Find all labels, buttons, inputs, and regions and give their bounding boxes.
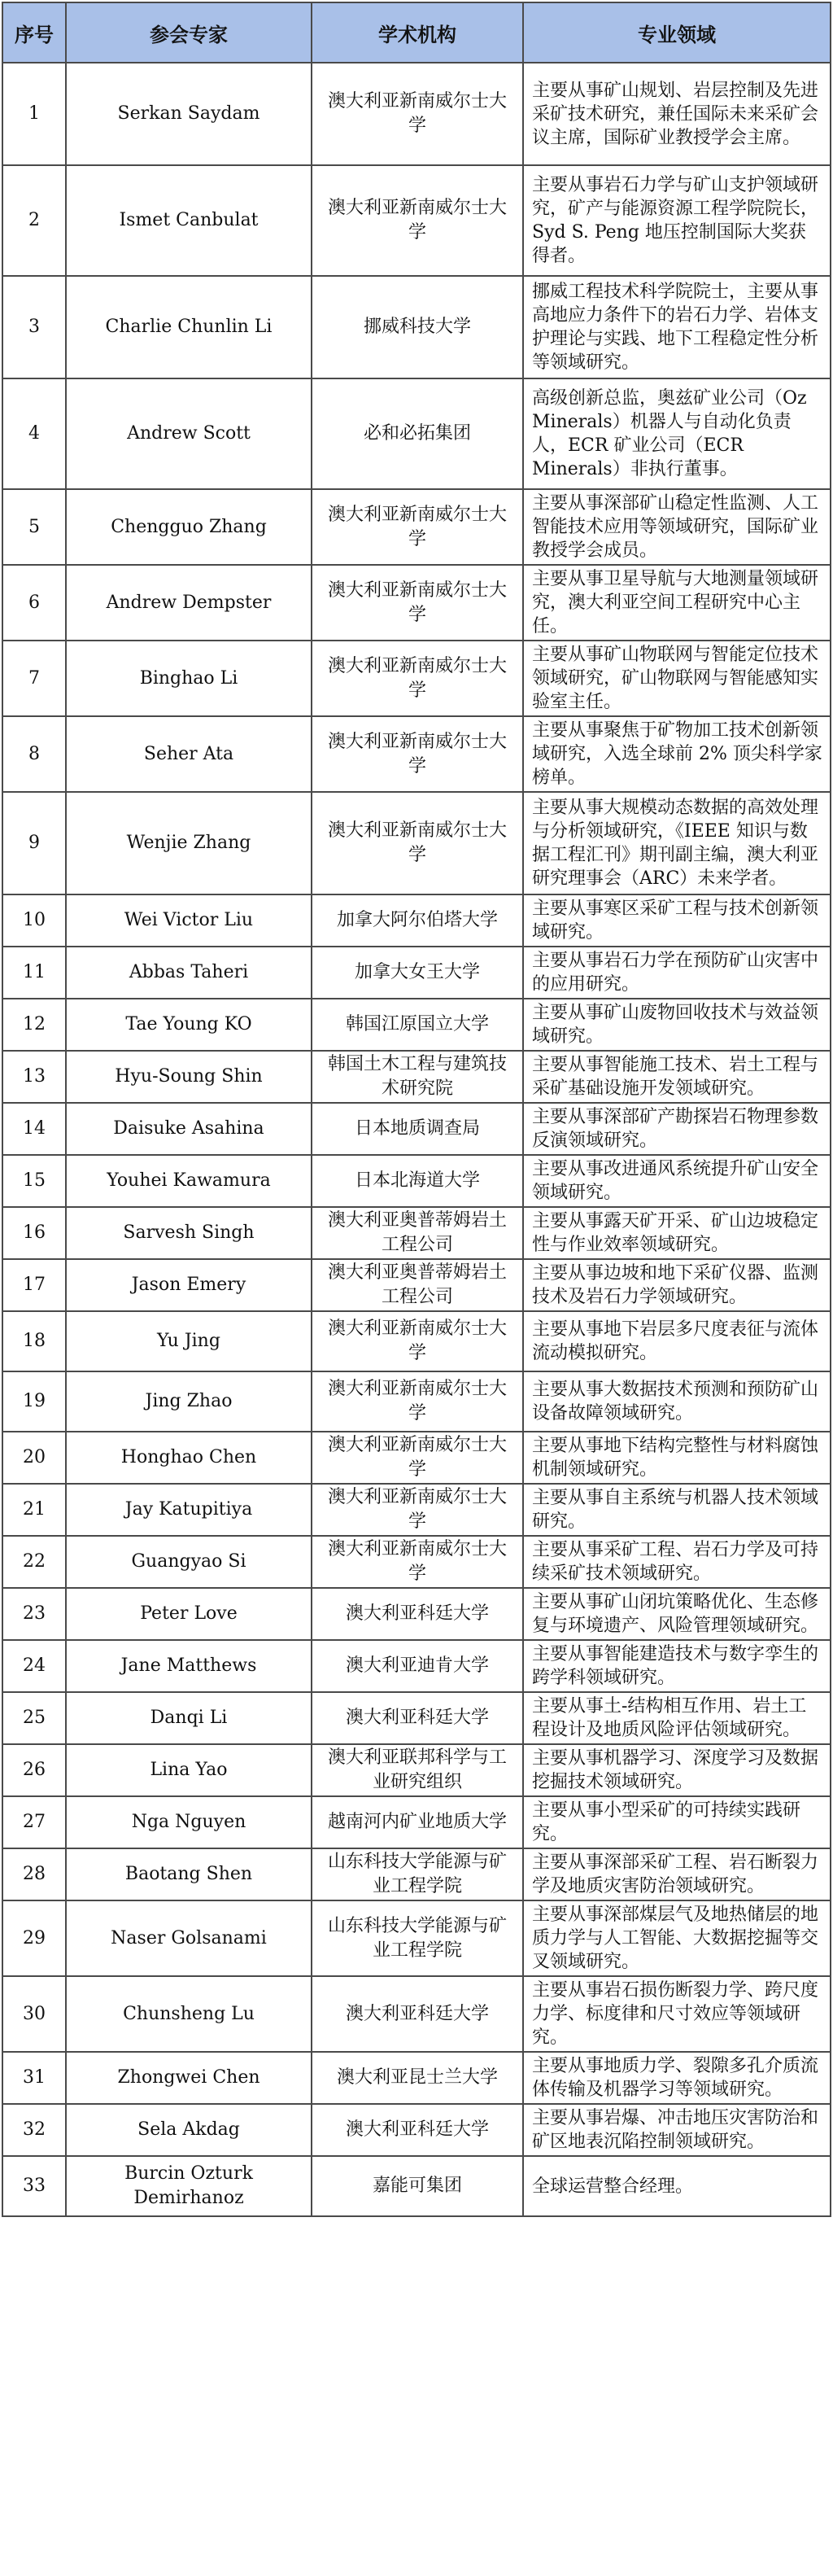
institution: 山东科技大学能源与矿业工程学院 (312, 1900, 523, 1976)
table-row (2, 792, 831, 894)
institution: 澳大利亚科廷大学 (312, 1588, 523, 1640)
table-row (2, 1259, 831, 1311)
table-row (2, 565, 831, 641)
row-number: 14 (2, 1103, 66, 1155)
row-number: 11 (2, 947, 66, 999)
row-number: 5 (2, 489, 66, 565)
research-field: 主要从事深部煤层气及地热储层的地质力学与人工智能、大数据挖掘等交叉领域研究。 (523, 1900, 831, 1976)
expert-name: Jason Emery (66, 1259, 312, 1311)
research-field: 主要从事机器学习、深度学习及数据挖掘技术领域研究。 (523, 1744, 831, 1796)
table-row (2, 2156, 831, 2216)
table-row (2, 2052, 831, 2104)
institution: 挪威科技大学 (312, 276, 523, 378)
research-field: 主要从事岩石损伤断裂力学、跨尺度力学、标度律和尺寸效应等领域研究。 (523, 1976, 831, 2052)
row-number: 9 (2, 792, 66, 894)
table-row (2, 1484, 831, 1536)
expert-name: Wenjie Zhang (66, 792, 312, 894)
research-field: 主要从事自主系统与机器人技术领域研究。 (523, 1484, 831, 1536)
institution: 澳大利亚新南威尔士大学 (312, 1432, 523, 1484)
research-field: 主要从事小型采矿的可持续实践研究。 (523, 1796, 831, 1848)
table-row (2, 1432, 831, 1484)
table-row (2, 2104, 831, 2156)
expert-table (2, 2, 831, 2217)
institution: 澳大利亚新南威尔士大学 (312, 1311, 523, 1371)
expert-name: Sarvesh Singh (66, 1207, 312, 1259)
research-field: 主要从事改进通风系统提升矿山安全领域研究。 (523, 1155, 831, 1207)
table-row (2, 1371, 831, 1432)
header-institution: 学术机构 (312, 2, 523, 63)
institution: 澳大利亚奥普蒂姆岩土工程公司 (312, 1207, 523, 1259)
row-number: 28 (2, 1848, 66, 1900)
research-field: 主要从事矿山废物回收技术与效益领域研究。 (523, 999, 831, 1051)
expert-name: Daisuke Asahina (66, 1103, 312, 1155)
research-field: 主要从事地下岩层多尺度表征与流体流动模拟研究。 (523, 1311, 831, 1371)
research-field: 主要从事岩石力学在预防矿山灾害中的应用研究。 (523, 947, 831, 999)
expert-name: Seher Ata (66, 716, 312, 792)
row-number: 20 (2, 1432, 66, 1484)
institution: 澳大利亚昆士兰大学 (312, 2052, 523, 2104)
table-row (2, 276, 831, 378)
table-row (2, 716, 831, 792)
expert-name: Jane Matthews (66, 1640, 312, 1692)
expert-name: Baotang Shen (66, 1848, 312, 1900)
table-row (2, 1976, 831, 2052)
expert-name: Chunsheng Lu (66, 1976, 312, 2052)
expert-name: Danqi Li (66, 1692, 312, 1744)
expert-name: Jing Zhao (66, 1371, 312, 1432)
header-field: 专业领域 (523, 2, 831, 63)
expert-name: Naser Golsanami (66, 1900, 312, 1976)
row-number: 19 (2, 1371, 66, 1432)
research-field: 主要从事采矿工程、岩石力学及可持续采矿技术领域研究。 (523, 1536, 831, 1588)
row-number: 33 (2, 2156, 66, 2216)
institution: 加拿大女王大学 (312, 947, 523, 999)
expert-name: Guangyao Si (66, 1536, 312, 1588)
institution: 澳大利亚新南威尔士大学 (312, 716, 523, 792)
row-number: 22 (2, 1536, 66, 1588)
table-row (2, 165, 831, 276)
expert-name: Charlie Chunlin Li (66, 276, 312, 378)
institution: 嘉能可集团 (312, 2156, 523, 2216)
row-number: 15 (2, 1155, 66, 1207)
institution: 澳大利亚新南威尔士大学 (312, 565, 523, 641)
expert-name: Honghao Chen (66, 1432, 312, 1484)
institution: 澳大利亚新南威尔士大学 (312, 1536, 523, 1588)
research-field: 主要从事聚焦于矿物加工技术创新领域研究，入选全球前 2% 顶尖科学家榜单。 (523, 716, 831, 792)
row-number: 4 (2, 378, 66, 489)
research-field: 主要从事土-结构相互作用、岩土工程设计及地质风险评估领域研究。 (523, 1692, 831, 1744)
research-field: 主要从事岩石力学与矿山支护领域研究，矿产与能源资源工程学院院长，Syd S. Peng 地压控制国际大奖获得者。 (523, 165, 831, 276)
institution: 澳大利亚科廷大学 (312, 1976, 523, 2052)
table-row (2, 641, 831, 716)
table-header (2, 2, 831, 63)
institution: 澳大利亚新南威尔士大学 (312, 641, 523, 716)
expert-name: Lina Yao (66, 1744, 312, 1796)
row-number: 31 (2, 2052, 66, 2104)
row-number: 8 (2, 716, 66, 792)
research-field: 挪威工程技术科学院院士，主要从事高地应力条件下的岩石力学、岩体支护理论与实践、地下工程稳定性分析等领域研究。 (523, 276, 831, 378)
research-field: 主要从事边坡和地下采矿仪器、监测技术及岩石力学领域研究。 (523, 1259, 831, 1311)
institution: 必和必拓集团 (312, 378, 523, 489)
table-row (2, 1796, 831, 1848)
research-field: 全球运营整合经理。 (523, 2156, 831, 2216)
research-field: 主要从事大规模动态数据的高效处理与分析领域研究，《IEEE 知识与数据工程汇刊》期刊副主编，澳大利亚研究理事会（ARC）未来学者。 (523, 792, 831, 894)
table-row (2, 489, 831, 565)
expert-name: Chengguo Zhang (66, 489, 312, 565)
research-field: 高级创新总监，奥兹矿业公司（Oz Minerals）机器人与自动化负责人，ECR 矿业公司（ECR Minerals）非执行董事。 (523, 378, 831, 489)
research-field: 主要从事智能建造技术与数字孪生的跨学科领域研究。 (523, 1640, 831, 1692)
expert-name: Ismet Canbulat (66, 165, 312, 276)
institution: 澳大利亚新南威尔士大学 (312, 489, 523, 565)
row-number: 27 (2, 1796, 66, 1848)
row-number: 1 (2, 63, 66, 165)
table-row (2, 1640, 831, 1692)
expert-name: Youhei Kawamura (66, 1155, 312, 1207)
row-number: 32 (2, 2104, 66, 2156)
institution: 日本北海道大学 (312, 1155, 523, 1207)
research-field: 主要从事矿山物联网与智能定位技术领域研究，矿山物联网与智能感知实验室主任。 (523, 641, 831, 716)
table-row (2, 1900, 831, 1976)
research-field: 主要从事深部矿山稳定性监测、人工智能技术应用等领域研究，国际矿业教授学会成员。 (523, 489, 831, 565)
row-number: 23 (2, 1588, 66, 1640)
institution: 韩国土木工程与建筑技术研究院 (312, 1051, 523, 1103)
expert-name: Andrew Scott (66, 378, 312, 489)
table-row (2, 1848, 831, 1900)
table-row (2, 1155, 831, 1207)
table-row (2, 999, 831, 1051)
row-number: 30 (2, 1976, 66, 2052)
institution: 澳大利亚新南威尔士大学 (312, 63, 523, 165)
institution: 澳大利亚奥普蒂姆岩土工程公司 (312, 1259, 523, 1311)
table-row (2, 1744, 831, 1796)
research-field: 主要从事深部采矿工程、岩石断裂力学及地质灾害防治领域研究。 (523, 1848, 831, 1900)
research-field: 主要从事矿山规划、岩层控制及先进采矿技术研究，兼任国际未来采矿会议主席，国际矿业教授学会主席。 (523, 63, 831, 165)
expert-name: Tae Young KO (66, 999, 312, 1051)
row-number: 17 (2, 1259, 66, 1311)
table-row (2, 63, 831, 165)
expert-name: Peter Love (66, 1588, 312, 1640)
research-field: 主要从事岩爆、冲击地压灾害防治和矿区地表沉陷控制领域研究。 (523, 2104, 831, 2156)
expert-name: Sela Akdag (66, 2104, 312, 2156)
table-row (2, 894, 831, 947)
expert-name: Andrew Dempster (66, 565, 312, 641)
institution: 澳大利亚科廷大学 (312, 2104, 523, 2156)
row-number: 10 (2, 894, 66, 947)
research-field: 主要从事大数据技术预测和预防矿山设备故障领域研究。 (523, 1371, 831, 1432)
row-number: 6 (2, 565, 66, 641)
institution: 澳大利亚科廷大学 (312, 1692, 523, 1744)
row-number: 18 (2, 1311, 66, 1371)
header-number: 序号 (2, 2, 66, 63)
row-number: 13 (2, 1051, 66, 1103)
institution: 澳大利亚新南威尔士大学 (312, 165, 523, 276)
institution: 澳大利亚新南威尔士大学 (312, 1371, 523, 1432)
research-field: 主要从事卫星导航与大地测量领域研究，澳大利亚空间工程研究中心主任。 (523, 565, 831, 641)
research-field: 主要从事地下结构完整性与材料腐蚀机制领域研究。 (523, 1432, 831, 1484)
row-number: 3 (2, 276, 66, 378)
institution: 韩国江原国立大学 (312, 999, 523, 1051)
research-field: 主要从事深部矿产勘探岩石物理参数反演领域研究。 (523, 1103, 831, 1155)
table-row (2, 1311, 831, 1371)
table-row (2, 378, 831, 489)
row-number: 16 (2, 1207, 66, 1259)
row-number: 21 (2, 1484, 66, 1536)
table-row (2, 1103, 831, 1155)
row-number: 24 (2, 1640, 66, 1692)
row-number: 2 (2, 165, 66, 276)
row-number: 7 (2, 641, 66, 716)
institution: 日本地质调查局 (312, 1103, 523, 1155)
institution: 越南河内矿业地质大学 (312, 1796, 523, 1848)
table-row (2, 947, 831, 999)
institution: 澳大利亚迪肯大学 (312, 1640, 523, 1692)
table-row (2, 1051, 831, 1103)
research-field: 主要从事智能施工技术、岩土工程与采矿基础设施开发领域研究。 (523, 1051, 831, 1103)
research-field: 主要从事露天矿开采、矿山边坡稳定性与作业效率领域研究。 (523, 1207, 831, 1259)
expert-name: Zhongwei Chen (66, 2052, 312, 2104)
institution: 澳大利亚联邦科学与工业研究组织 (312, 1744, 523, 1796)
expert-name: Abbas Taheri (66, 947, 312, 999)
research-field: 主要从事寒区采矿工程与技术创新领域研究。 (523, 894, 831, 947)
expert-name: Wei Victor Liu (66, 894, 312, 947)
row-number: 25 (2, 1692, 66, 1744)
table-row (2, 1588, 831, 1640)
row-number: 26 (2, 1744, 66, 1796)
row-number: 29 (2, 1900, 66, 1976)
expert-name: Serkan Saydam (66, 63, 312, 165)
table-row (2, 1692, 831, 1744)
header-expert: 参会专家 (66, 2, 312, 63)
row-number: 12 (2, 999, 66, 1051)
institution: 加拿大阿尔伯塔大学 (312, 894, 523, 947)
expert-name: Burcin Ozturk Demirhanoz (66, 2156, 312, 2216)
institution: 澳大利亚新南威尔士大学 (312, 792, 523, 894)
table-row (2, 1536, 831, 1588)
table-row (2, 1207, 831, 1259)
expert-name: Binghao Li (66, 641, 312, 716)
expert-name: Jay Katupitiya (66, 1484, 312, 1536)
expert-name: Yu Jing (66, 1311, 312, 1371)
institution: 山东科技大学能源与矿业工程学院 (312, 1848, 523, 1900)
expert-name: Hyu-Soung Shin (66, 1051, 312, 1103)
research-field: 主要从事矿山闭坑策略优化、生态修复与环境遗产、风险管理领域研究。 (523, 1588, 831, 1640)
research-field: 主要从事地质力学、裂隙多孔介质流体传输及机器学习等领域研究。 (523, 2052, 831, 2104)
expert-name: Nga Nguyen (66, 1796, 312, 1848)
institution: 澳大利亚新南威尔士大学 (312, 1484, 523, 1536)
